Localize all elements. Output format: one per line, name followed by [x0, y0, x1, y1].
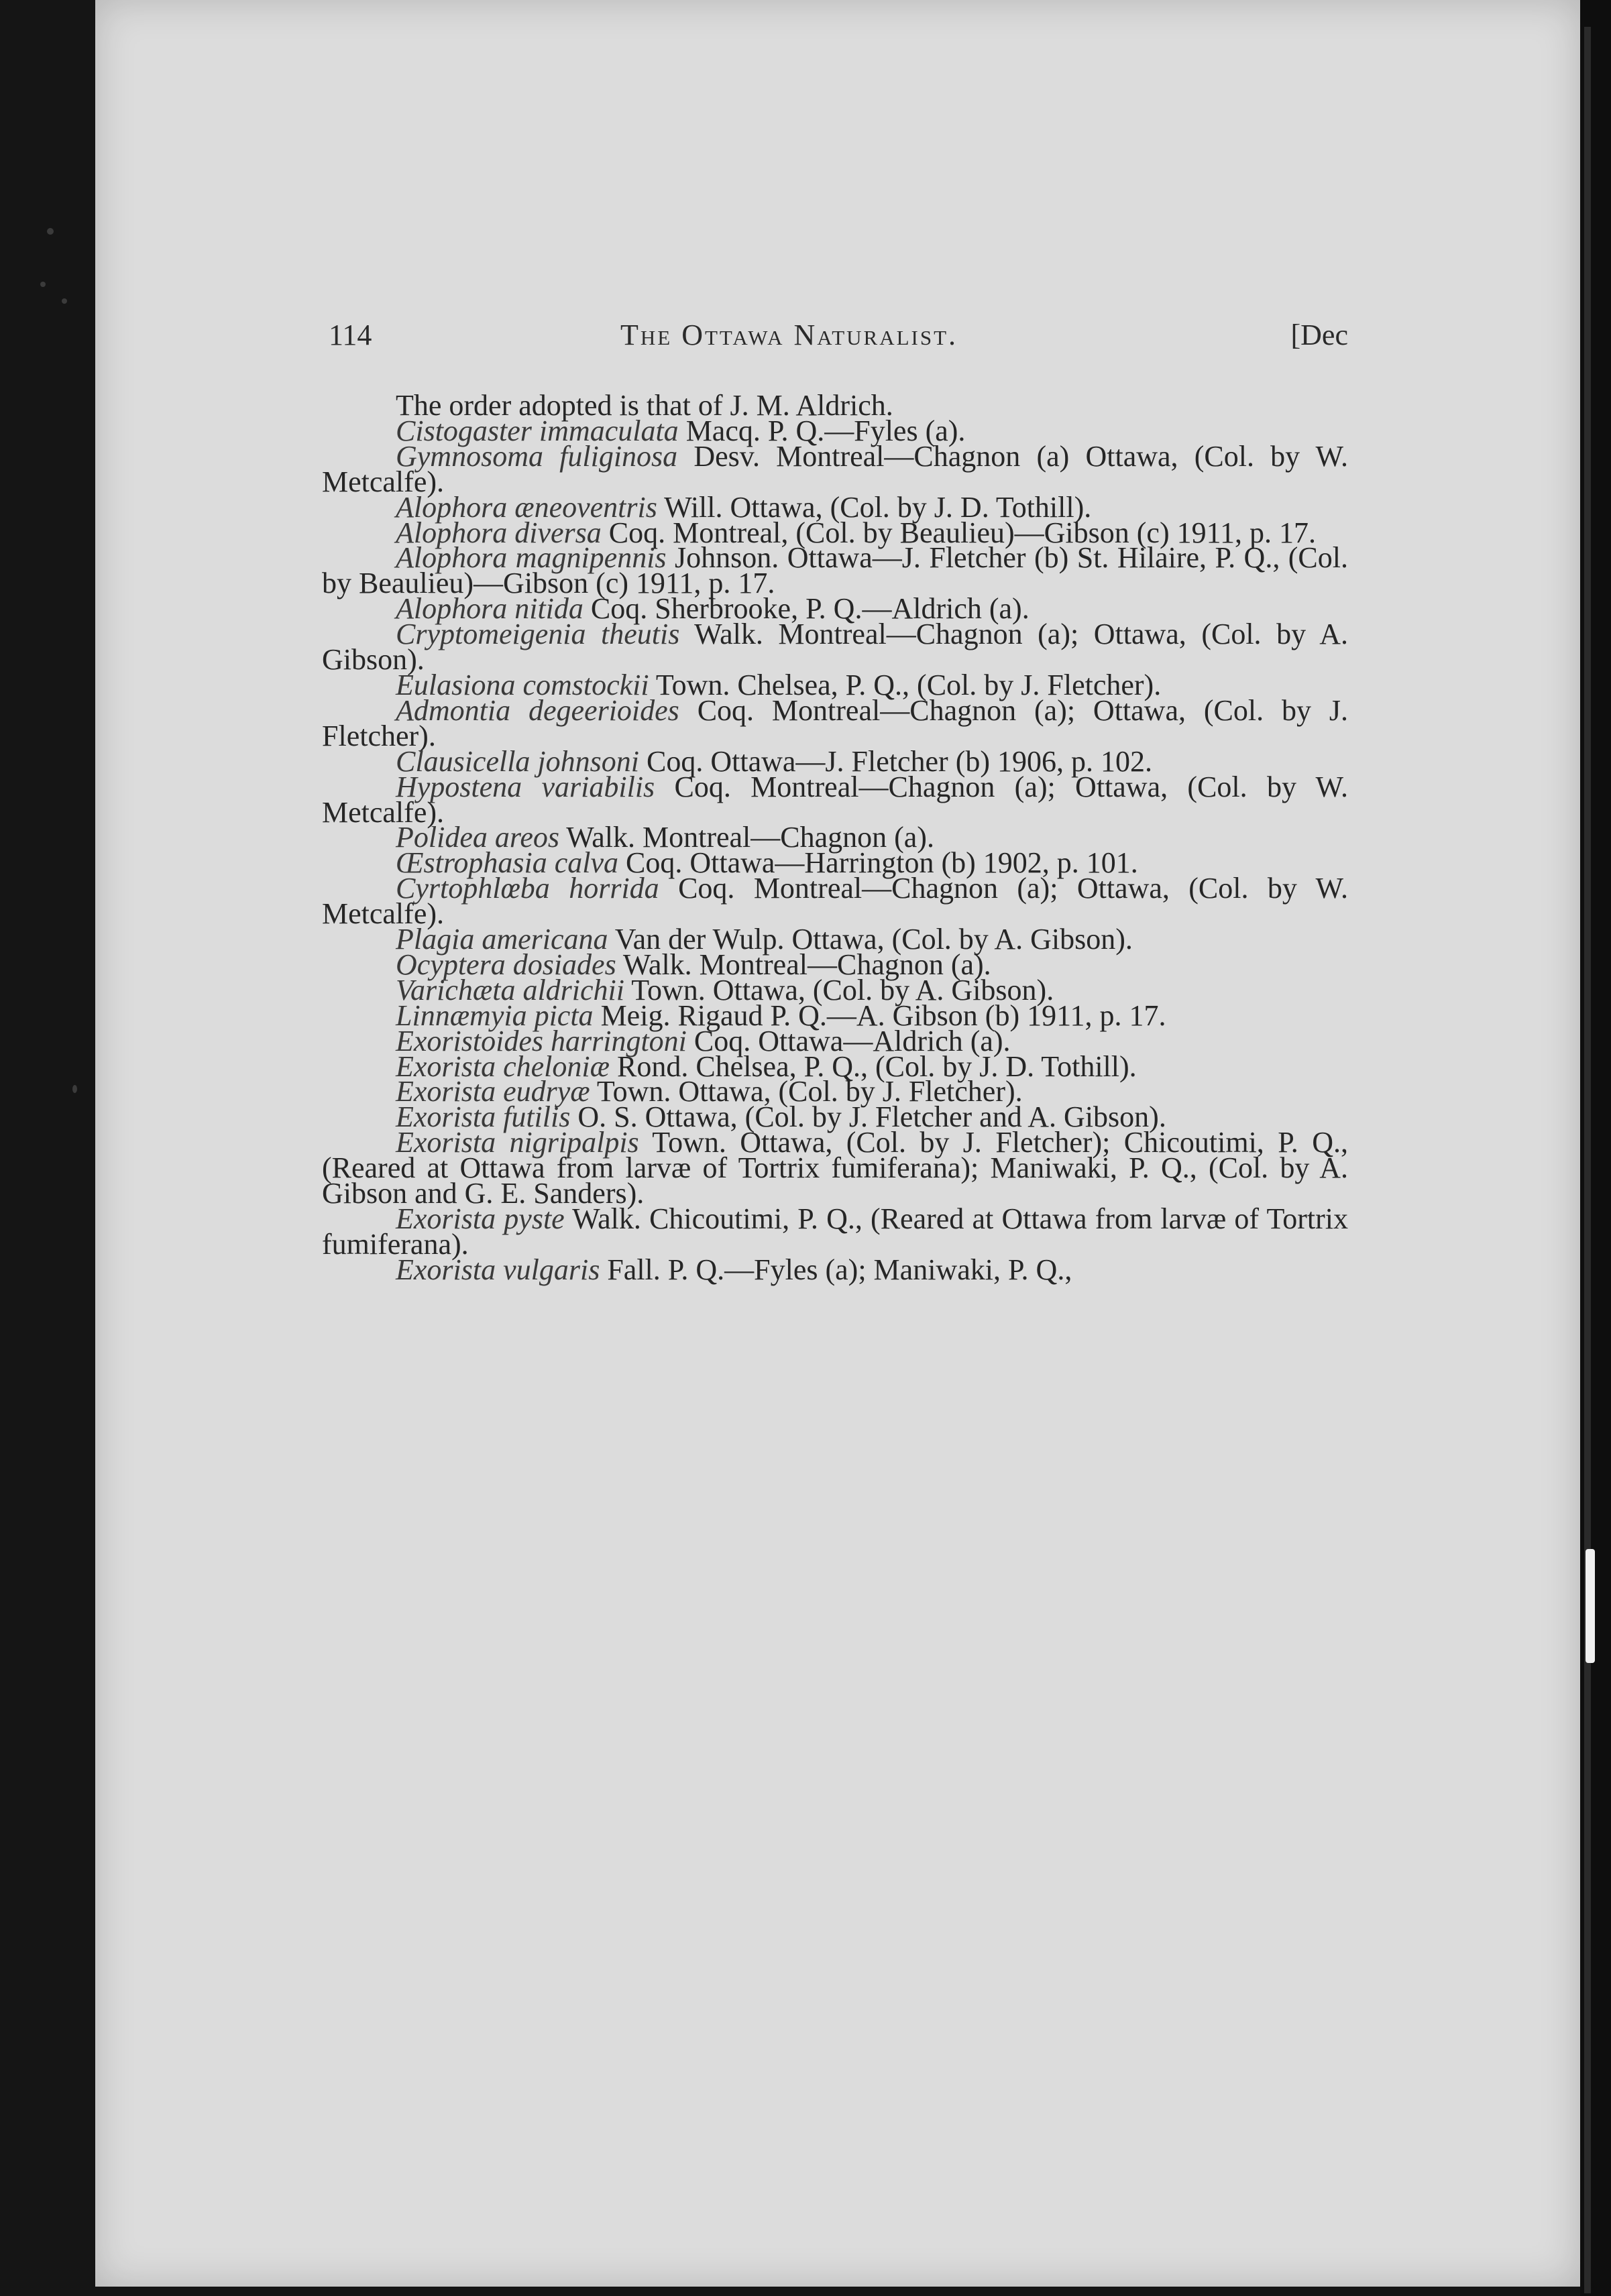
list-item: Varichæta aldrichii Town. Ottawa, (Col. by A. Gibson). — [396, 973, 1054, 1007]
list-item: Hypostena variabilis Coq. Montreal—Chagnon (a); Ottawa, (Col. by W. Metcalfe). — [322, 770, 1349, 829]
list-item: Œstrophasia calva Coq. Ottawa—Harrington (b) 1902, p. 101. — [396, 846, 1138, 880]
page-number: 114 — [329, 319, 372, 351]
scan-clip-mark — [1586, 1549, 1595, 1663]
list-item: Gymnosoma fuliginosa Desv. Montreal—Chagnon (a) Ottawa, (Col. by W. Metcalfe). — [322, 439, 1349, 498]
header-right-text: [Dec — [1290, 319, 1348, 351]
list-item: Cyrtophlœba horrida Coq. Montreal—Chagnon (a); Ottawa, (Col. by W. Metcalfe). — [322, 872, 1348, 931]
running-header — [329, 308, 1348, 362]
list-item: Ocyptera dosiades Walk. Montreal—Chagnon (a). — [396, 948, 991, 981]
list-item: Exorista eudryæ Town. Ottawa, (Col. by J. Fletcher). — [396, 1075, 1023, 1108]
list-item: Exorista nigripalpis Town. Ottawa, (Col. by J. Fletcher); Chicoutimi, P. Q., (Reared at Ottawa from larvæ of Tortrix fumiferana); Maniwaki, P. Q., (Col. by A. Gibson and G. E. Sanders). — [322, 1126, 1348, 1210]
list-item: Alophora æneoventris Will. Ottawa, (Col. by J. D. Tothill). — [396, 490, 1092, 524]
list-item: Exorista pyste Walk. Chicoutimi, P. Q., (Reared at Ottawa from larvæ of Tortrix fumiferana). — [322, 1202, 1348, 1261]
list-item: The order adopted is that of J. M. Aldrich. — [396, 389, 893, 422]
list-item: Alophora magnipennis Johnson. Ottawa—J. Fletcher (b) St. Hilaire, P. Q., (Col. by Beaulieu)—Gibson (c) 1911, p. 17. — [322, 541, 1348, 600]
journal-title: The Ottawa Naturalist. — [620, 319, 958, 351]
article-body — [322, 389, 1349, 1286]
adjacent-page-edge — [1584, 27, 1591, 2293]
list-item: Exoristoides harringtoni Coq. Ottawa—Aldrich (a). — [396, 1024, 1011, 1057]
list-item: Plagia americana Van der Wulp. Ottawa, (Col. by A. Gibson). — [396, 923, 1133, 956]
list-item: Exorista vulgaris Fall. P. Q.—Fyles (a); Maniwaki, P. Q., — [396, 1253, 1072, 1286]
list-item: Exorista futilis O. S. Ottawa, (Col. by J. Fletcher and A. Gibson). — [396, 1100, 1166, 1134]
scan-speck — [40, 282, 46, 287]
list-item: Polidea areos Walk. Montreal—Chagnon (a). — [396, 821, 934, 854]
list-item: Exorista cheloniæ Rond. Chelsea, P. Q., (Col. by J. D. Tothill). — [396, 1049, 1137, 1083]
list-item: Cistogaster immaculata Macq. P. Q.—Fyles (a). — [396, 414, 966, 447]
list-item: Eulasiona comstockii Town. Chelsea, P. Q., (Col. by J. Fletcher). — [396, 668, 1162, 701]
list-item: Alophora diversa Coq. Montreal, (Col. by Beaulieu)—Gibson (c) 1911, p. 17. — [396, 516, 1316, 549]
list-item: Clausicella johnsoni Coq. Ottawa—J. Fletcher (b) 1906, p. 102. — [396, 744, 1152, 778]
scan-speck — [62, 298, 67, 304]
scan-speck — [72, 1085, 77, 1093]
list-item: Admontia degeerioides Coq. Montreal—Chagnon (a); Ottawa, (Col. by J. Fletcher). — [322, 693, 1348, 752]
list-item: Linnæmyia picta Meig. Rigaud P. Q.—A. Gibson (b) 1911, p. 17. — [396, 998, 1166, 1032]
list-item: Cryptomeigenia theutis Walk. Montreal—Chagnon (a); Ottawa, (Col. by A. Gibson). — [322, 618, 1348, 677]
list-item: Alophora nitida Coq. Sherbrooke, P. Q.—Aldrich (a). — [396, 592, 1030, 626]
scan-speck — [47, 228, 54, 235]
